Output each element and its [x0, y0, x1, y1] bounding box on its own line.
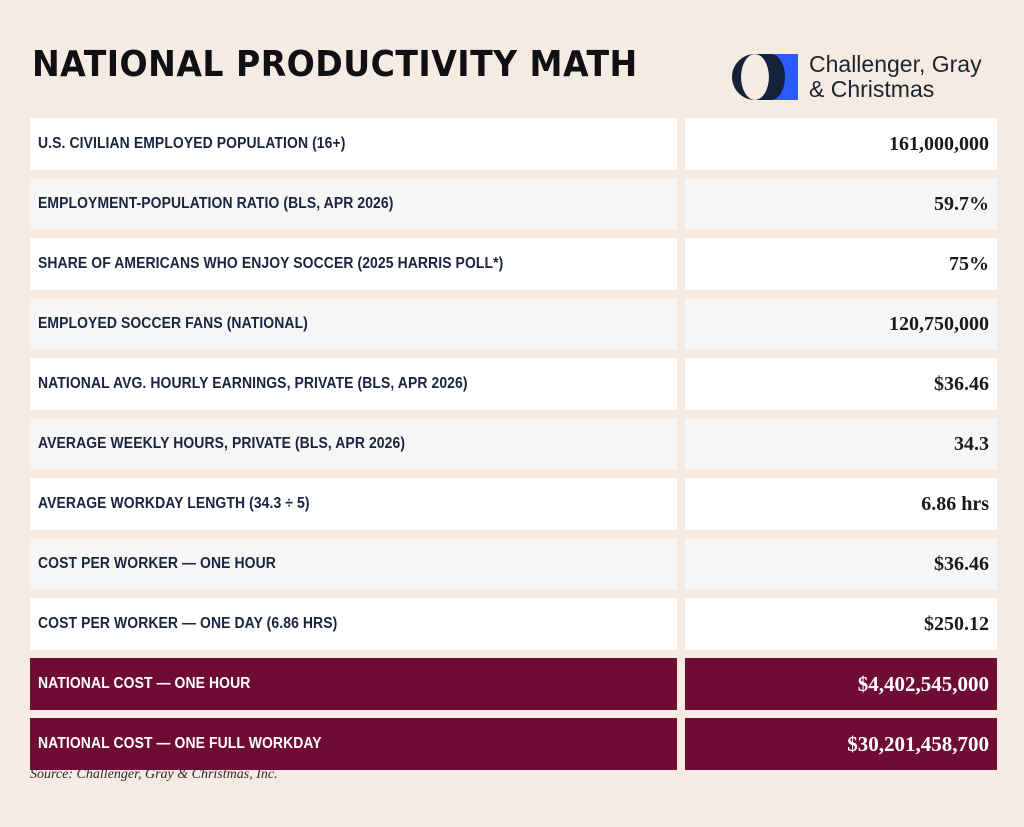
- row-label: COST PER WORKER — ONE DAY (6.86 HRS): [30, 598, 677, 650]
- total-row: [30, 718, 997, 770]
- row-value: 59.7%: [685, 178, 997, 230]
- row-label: AVERAGE WORKDAY LENGTH (34.3 ÷ 5): [30, 478, 677, 530]
- row-label: SHARE OF AMERICANS WHO ENJOY SOCCER (2025 HARRIS POLL*): [30, 238, 677, 290]
- logo-mark-icon: [731, 53, 799, 101]
- page-title: NATIONAL PRODUCTIVITY MATH: [32, 44, 638, 85]
- productivity-table: [30, 118, 997, 770]
- row-label: NATIONAL COST — ONE FULL WORKDAY: [30, 718, 677, 770]
- row-value: 161,000,000: [685, 118, 997, 170]
- row-label: COST PER WORKER — ONE HOUR: [30, 538, 677, 590]
- row-value: $36.46: [685, 358, 997, 410]
- row-value: 34.3: [685, 418, 997, 470]
- table-row: [30, 478, 997, 530]
- source-note: Source: Challenger, Gray & Christmas, Inc.: [30, 767, 278, 782]
- table-row: [30, 238, 997, 290]
- row-label: NATIONAL COST — ONE HOUR: [30, 658, 677, 710]
- row-label: U.S. CIVILIAN EMPLOYED POPULATION (16+): [30, 118, 677, 170]
- row-label: AVERAGE WEEKLY HOURS, PRIVATE (BLS, APR 2026): [30, 418, 677, 470]
- logo-wordmark: [809, 52, 982, 102]
- row-value: $30,201,458,700: [685, 718, 997, 770]
- table-row: [30, 298, 997, 350]
- table-row: [30, 118, 997, 170]
- total-row: [30, 658, 997, 710]
- logo-line-2: & Christmas: [809, 76, 935, 102]
- row-label: EMPLOYED SOCCER FANS (NATIONAL): [30, 298, 677, 350]
- row-value: $4,402,545,000: [685, 658, 997, 710]
- row-value: 6.86 hrs: [685, 478, 997, 530]
- row-value: 75%: [685, 238, 997, 290]
- row-value: 120,750,000: [685, 298, 997, 350]
- row-value: $36.46: [685, 538, 997, 590]
- table-row: [30, 598, 997, 650]
- row-label: EMPLOYMENT-POPULATION RATIO (BLS, APR 2026): [30, 178, 677, 230]
- row-value: $250.12: [685, 598, 997, 650]
- table-row: [30, 358, 997, 410]
- logo-line-1: Challenger, Gray: [809, 51, 982, 77]
- company-logo: [731, 52, 982, 102]
- table-row: [30, 418, 997, 470]
- table-row: [30, 538, 997, 590]
- table-row: [30, 178, 997, 230]
- row-label: NATIONAL AVG. HOURLY EARNINGS, PRIVATE (BLS, APR 2026): [30, 358, 677, 410]
